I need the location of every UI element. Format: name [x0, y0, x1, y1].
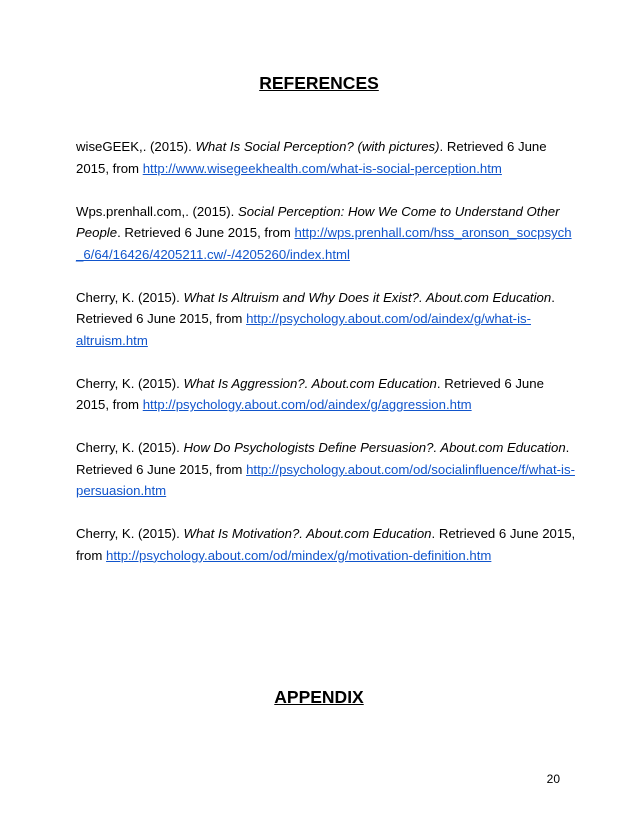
reference-author: Cherry, K. (2015). — [76, 289, 184, 305]
reference-title: Social Perception: How We Come to Understand Other People — [76, 203, 560, 240]
reference-entry — [76, 287, 576, 352]
reference-link[interactable]: http://wps.prenhall.com/hss_aronson_socpsych_6/64/16426/4205211.cw/-/4205260/index.html — [76, 225, 572, 262]
reference-author: wiseGEEK,. (2015). — [76, 139, 196, 154]
reference-title: How Do Psychologists Define Persuasion?. About.com Education — [183, 440, 566, 455]
reference-entry — [76, 201, 576, 266]
reference-entry — [76, 136, 576, 179]
reference-entry — [76, 437, 576, 502]
page-number: 20 — [546, 772, 560, 786]
reference-link[interactable]: http://psychology.about.com/od/aindex/g/what-is-altruism.htm — [76, 311, 531, 348]
reference-author: Cherry, K. (2015). — [76, 440, 184, 455]
reference-retrieved: . Retrieved 6 June 2015, from — [117, 225, 295, 240]
reference-retrieved: . Retrieved 6 June 2015, from — [76, 289, 555, 326]
reference-link[interactable]: http://psychology.about.com/od/mindex/g/motivation-definition.htm — [106, 547, 492, 563]
appendix-heading: APPENDIX — [274, 687, 364, 707]
reference-link[interactable]: http://psychology.about.com/od/aindex/g/aggression.htm — [142, 397, 472, 412]
references-heading: REFERENCES — [259, 73, 379, 93]
reference-title: What Is Aggression?. About.com Education — [183, 375, 437, 391]
reference-list — [76, 136, 576, 588]
reference-title: What Is Motivation?. About.com Education — [183, 526, 432, 541]
reference-entry — [76, 523, 576, 566]
reference-retrieved: . Retrieved 6 June 2015, from — [76, 526, 576, 563]
reference-title: What Is Altruism and Why Does it Exist?. About.com Education — [183, 289, 552, 305]
reference-author: Cherry, K. (2015). — [76, 526, 184, 541]
reference-link[interactable]: http://psychology.about.com/od/socialinfluence/f/what-is-persuasion.htm — [76, 461, 575, 498]
reference-retrieved: . Retrieved 6 June 2015, from — [76, 440, 570, 477]
reference-author: Wps.prenhall.com,. (2015). — [76, 203, 238, 219]
reference-retrieved: . Retrieved 6 June 2015, from — [76, 375, 544, 412]
reference-link[interactable]: http://www.wisegeekhealth.com/what-is-social-perception.htm — [142, 160, 502, 176]
reference-title: What Is Social Perception? (with pictures) — [195, 139, 440, 154]
reference-entry — [76, 373, 576, 416]
reference-retrieved: . Retrieved 6 June 2015, from — [76, 139, 547, 176]
reference-author: Cherry, K. (2015). — [76, 375, 184, 391]
